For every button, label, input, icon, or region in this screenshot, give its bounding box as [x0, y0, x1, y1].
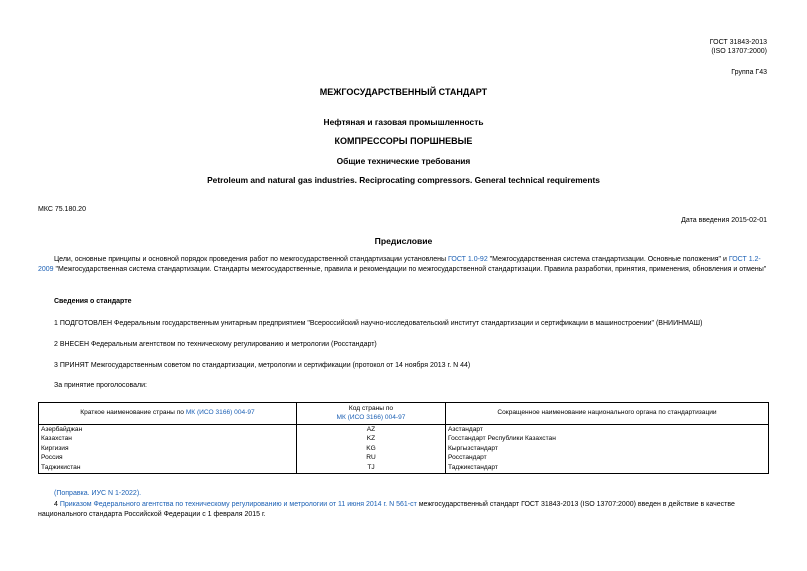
mk-iso-link-1[interactable]: МК (ИСО 3166) 004-97 — [185, 409, 255, 417]
cell-country: Таджикистан — [39, 464, 297, 474]
cell-code: TJ — [297, 464, 446, 474]
cell-body: Азстандарт — [446, 425, 769, 435]
info-item-2: 2 ВНЕСЕН Федеральным агентством по техническому регулированию и метрологии (Росстандарт) — [54, 341, 377, 348]
voting-table — [38, 402, 769, 474]
cell-country: Азербайджан — [39, 425, 297, 435]
foreword-heading: Предисловие — [374, 236, 433, 246]
col-body-header: Сокращенное наименование национального органа по стандартизации — [446, 403, 769, 425]
amendment-note — [54, 489, 141, 498]
info-item-1: 1 ПОДГОТОВЛЕН Федеральным государственным унитарным предприятием "Всероссийский научно-исследовательский институт стандартизации и сертификации в машиностроении" (ВНИИНМАШ) — [54, 320, 703, 327]
gost-1-0-link[interactable]: ГОСТ 1.0-92 — [447, 256, 488, 263]
voted-label: За принятие проголосовали: — [54, 382, 147, 389]
table-row — [39, 435, 769, 445]
cell-code: RU — [297, 454, 446, 464]
mk-iso-link-2[interactable]: МК (ИСО 3166) 004-97 — [336, 413, 406, 421]
cell-country: Россия — [39, 454, 297, 464]
cell-body: Росстандарт — [446, 454, 769, 464]
table-row — [39, 444, 769, 454]
cell-code: KZ — [297, 435, 446, 445]
foreword-text-1: Цели, основные принципы и основной порядок проведения работ по межгосударственной стандартизации установлены — [54, 256, 448, 263]
mks-code: МКС 75.180.20 — [38, 206, 86, 213]
info-heading: Сведения о стандарте — [54, 298, 132, 305]
gost-1-2-link[interactable]: ГОСТ 1.2-2009 — [38, 256, 761, 273]
table-row — [39, 464, 769, 474]
foreword-text-2: "Межгосударственная система стандартизации. Основные положения" и — [487, 256, 729, 263]
classification-group: Группа Г43 — [731, 69, 767, 76]
info-item-3: 3 ПРИНЯТ Межгосударственным советом по стандартизации, метрологии и сертификации (протокол от 14 ноября 2013 г. N 44) — [54, 362, 471, 369]
standard-type: МЕЖГОСУДАРСТВЕННЫЙ СТАНДАРТ — [319, 87, 488, 97]
cell-country: Казахстан — [39, 435, 297, 445]
cell-body: Госстандарт Республики Казахстан — [446, 435, 769, 445]
standard-subtitle: Общие технические требования — [336, 156, 471, 166]
item4-number: 4 — [54, 501, 60, 508]
table-row — [39, 425, 769, 435]
cell-code: AZ — [297, 425, 446, 435]
industry-title: Нефтяная и газовая промышленность — [323, 117, 484, 127]
cell-body: Кыргызстандарт — [446, 444, 769, 454]
table-header-row — [39, 403, 769, 425]
col-country-label: Краткое наименование страны по — [80, 409, 186, 417]
english-title: Petroleum and natural gas industries. Reciprocating compressors. General technical requirements — [207, 175, 600, 185]
foreword-text-3: "Межгосударственная система стандартизации. Стандарты межгосударственные, правила и рекомендации по межгосударственной стандартизации. Правила разработки, принятия, применения, обновления и отмены" — [53, 266, 767, 273]
col-code-header — [297, 403, 446, 425]
intro-date: Дата введения 2015-02-01 — [681, 217, 767, 224]
amendment-link[interactable]: (Поправка. ИУС N 1-2022). — [54, 490, 142, 497]
table-row — [39, 454, 769, 464]
col-code-label: Код страны по — [348, 405, 394, 412]
cell-code: KG — [297, 444, 446, 454]
iso-number: (ISO 13707:2000) — [711, 48, 767, 55]
cell-body: Таджикстандарт — [446, 464, 769, 474]
foreword-paragraph — [38, 255, 769, 275]
col-country-header — [39, 403, 297, 425]
item4-text: межгосударственный стандарт ГОСТ 31843-2013 (ISO 13707:2000) введен в действие в качестве национального стандарта Российской Федерации с 1 февраля 2015 г. — [38, 501, 735, 518]
doc-number: ГОСТ 31843-2013 — [709, 39, 767, 46]
standard-name: КОМПРЕССОРЫ ПОРШНЕВЫЕ — [334, 136, 473, 146]
info-item-4 — [38, 500, 769, 520]
order-link[interactable]: Приказом Федерального агентства по техническому регулированию и метрологии от 11 июня 2014 г. N 561-ст — [59, 501, 417, 508]
cell-country: Киргизия — [39, 444, 297, 454]
